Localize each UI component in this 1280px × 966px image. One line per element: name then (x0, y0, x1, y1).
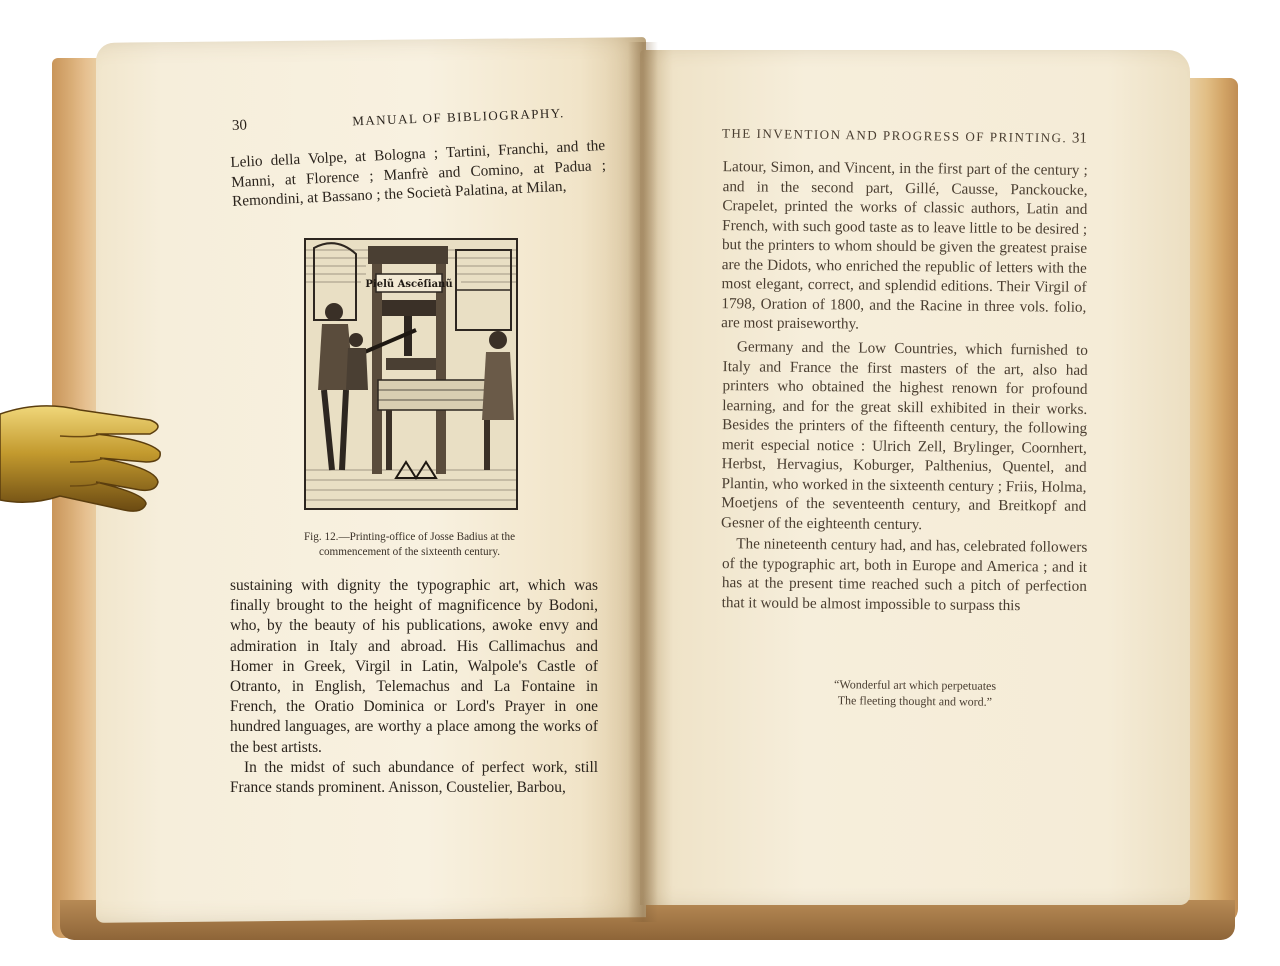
figure-caption-line-1: Fig. 12.—Printing-office of Josse Badius at the (303, 531, 516, 543)
left-header-title: MANUAL OF BIBLIOGRAPHY. (352, 105, 566, 129)
right-header-title: THE INVENTION AND PROGRESS OF PRINTING. (721, 125, 1068, 146)
brass-hand-bookholder (0, 396, 170, 526)
press-banner: Pielũ Ascēſianũ (365, 279, 453, 290)
right-paragraph-1: Latour, Simon, and Vincent, in the first part of the century ; and in the second part, Gillé, Causse, Panckoucke, Crapelet, printed the works of classic authors, Latin and French, with such good taste as to leave little to be desired ; but the printers to whom should be given the greatest praise are the Didots, who enriched the republic of letters with the most elegant, correct, and splendid editions. Their Virgil of 1798, Oration of 1800, and the Racine in three vols. folio, are most praiseworthy. (721, 158, 1088, 333)
right-paragraph-2: Germany and the Low Countries, which furnished to Italy and France the first masters of the art, also had printers who obtained the highest renown for profound learning, and for the great skill exhibited in their works. Besides the printers of the fifteenth century, the following merit especial notice : Ulrich Zell, Brylinger, Coornhert, Herbst, Hervagius, Koburger, Palthenius, Quentel, and Plantin, who worked in the sixteenth century ; Friis, Holma, Moetjens of the seventeenth century, and Breitkopf and Gesner of the eighteenth century. (721, 337, 1089, 533)
left-page-body (230, 576, 598, 798)
right-page-number: 31 (1071, 130, 1088, 147)
left-body-paragraph-1: sustaining with dignity the typographic art, which was finally brought to the height of magnificence by Bodoni, who, by the beauty of his publications, awoke envy and admiration in Italy and abroad. His Callimachus and Homer in Greek, Virgil in Latin, Walpole's Castle of Otranto, in English, Telemachus and La Fontaine in French, the Oratio Dominica or Lord's Prayer in one hundred languages, are worthy a place among the works of the best artists. (230, 577, 598, 756)
right-running-head (722, 125, 1087, 147)
quote-line-2: The fleeting thought and word.” (837, 693, 993, 709)
printing-press-woodcut (306, 240, 516, 508)
book-gutter (628, 42, 658, 922)
woodcut-illustration (304, 238, 518, 510)
right-paragraph-3: The nineteenth century had, and has, celebrated followers of the typographic art, both in Europe and America ; and it has at the present time reached such a pitch of perfection that it would be almost impossible to surpass this (721, 534, 1088, 614)
right-page-text (721, 125, 1089, 614)
left-top-paragraph: Lelio della Volpe, at Bologna ; Tartini, Franchi, and the Manni, at Florence ; Manfrè and Comino, at Padua ; Remondini, at Bassano ; the Società Palatina, at Milan, (230, 136, 607, 210)
figure-caption (272, 530, 547, 560)
quote-line-1: “Wonderful art which perpetuates (834, 677, 997, 693)
epigraph-quote (780, 676, 1050, 711)
left-body-paragraph-2: In the midst of such abundance of perfect work, still France stands prominent. Anisson, Coustelier, Barbou, (230, 758, 598, 797)
figure-caption-line-2: commencement of the sixteenth century. (318, 546, 500, 558)
left-page-text (230, 105, 607, 212)
left-page-number: 30 (231, 117, 248, 134)
